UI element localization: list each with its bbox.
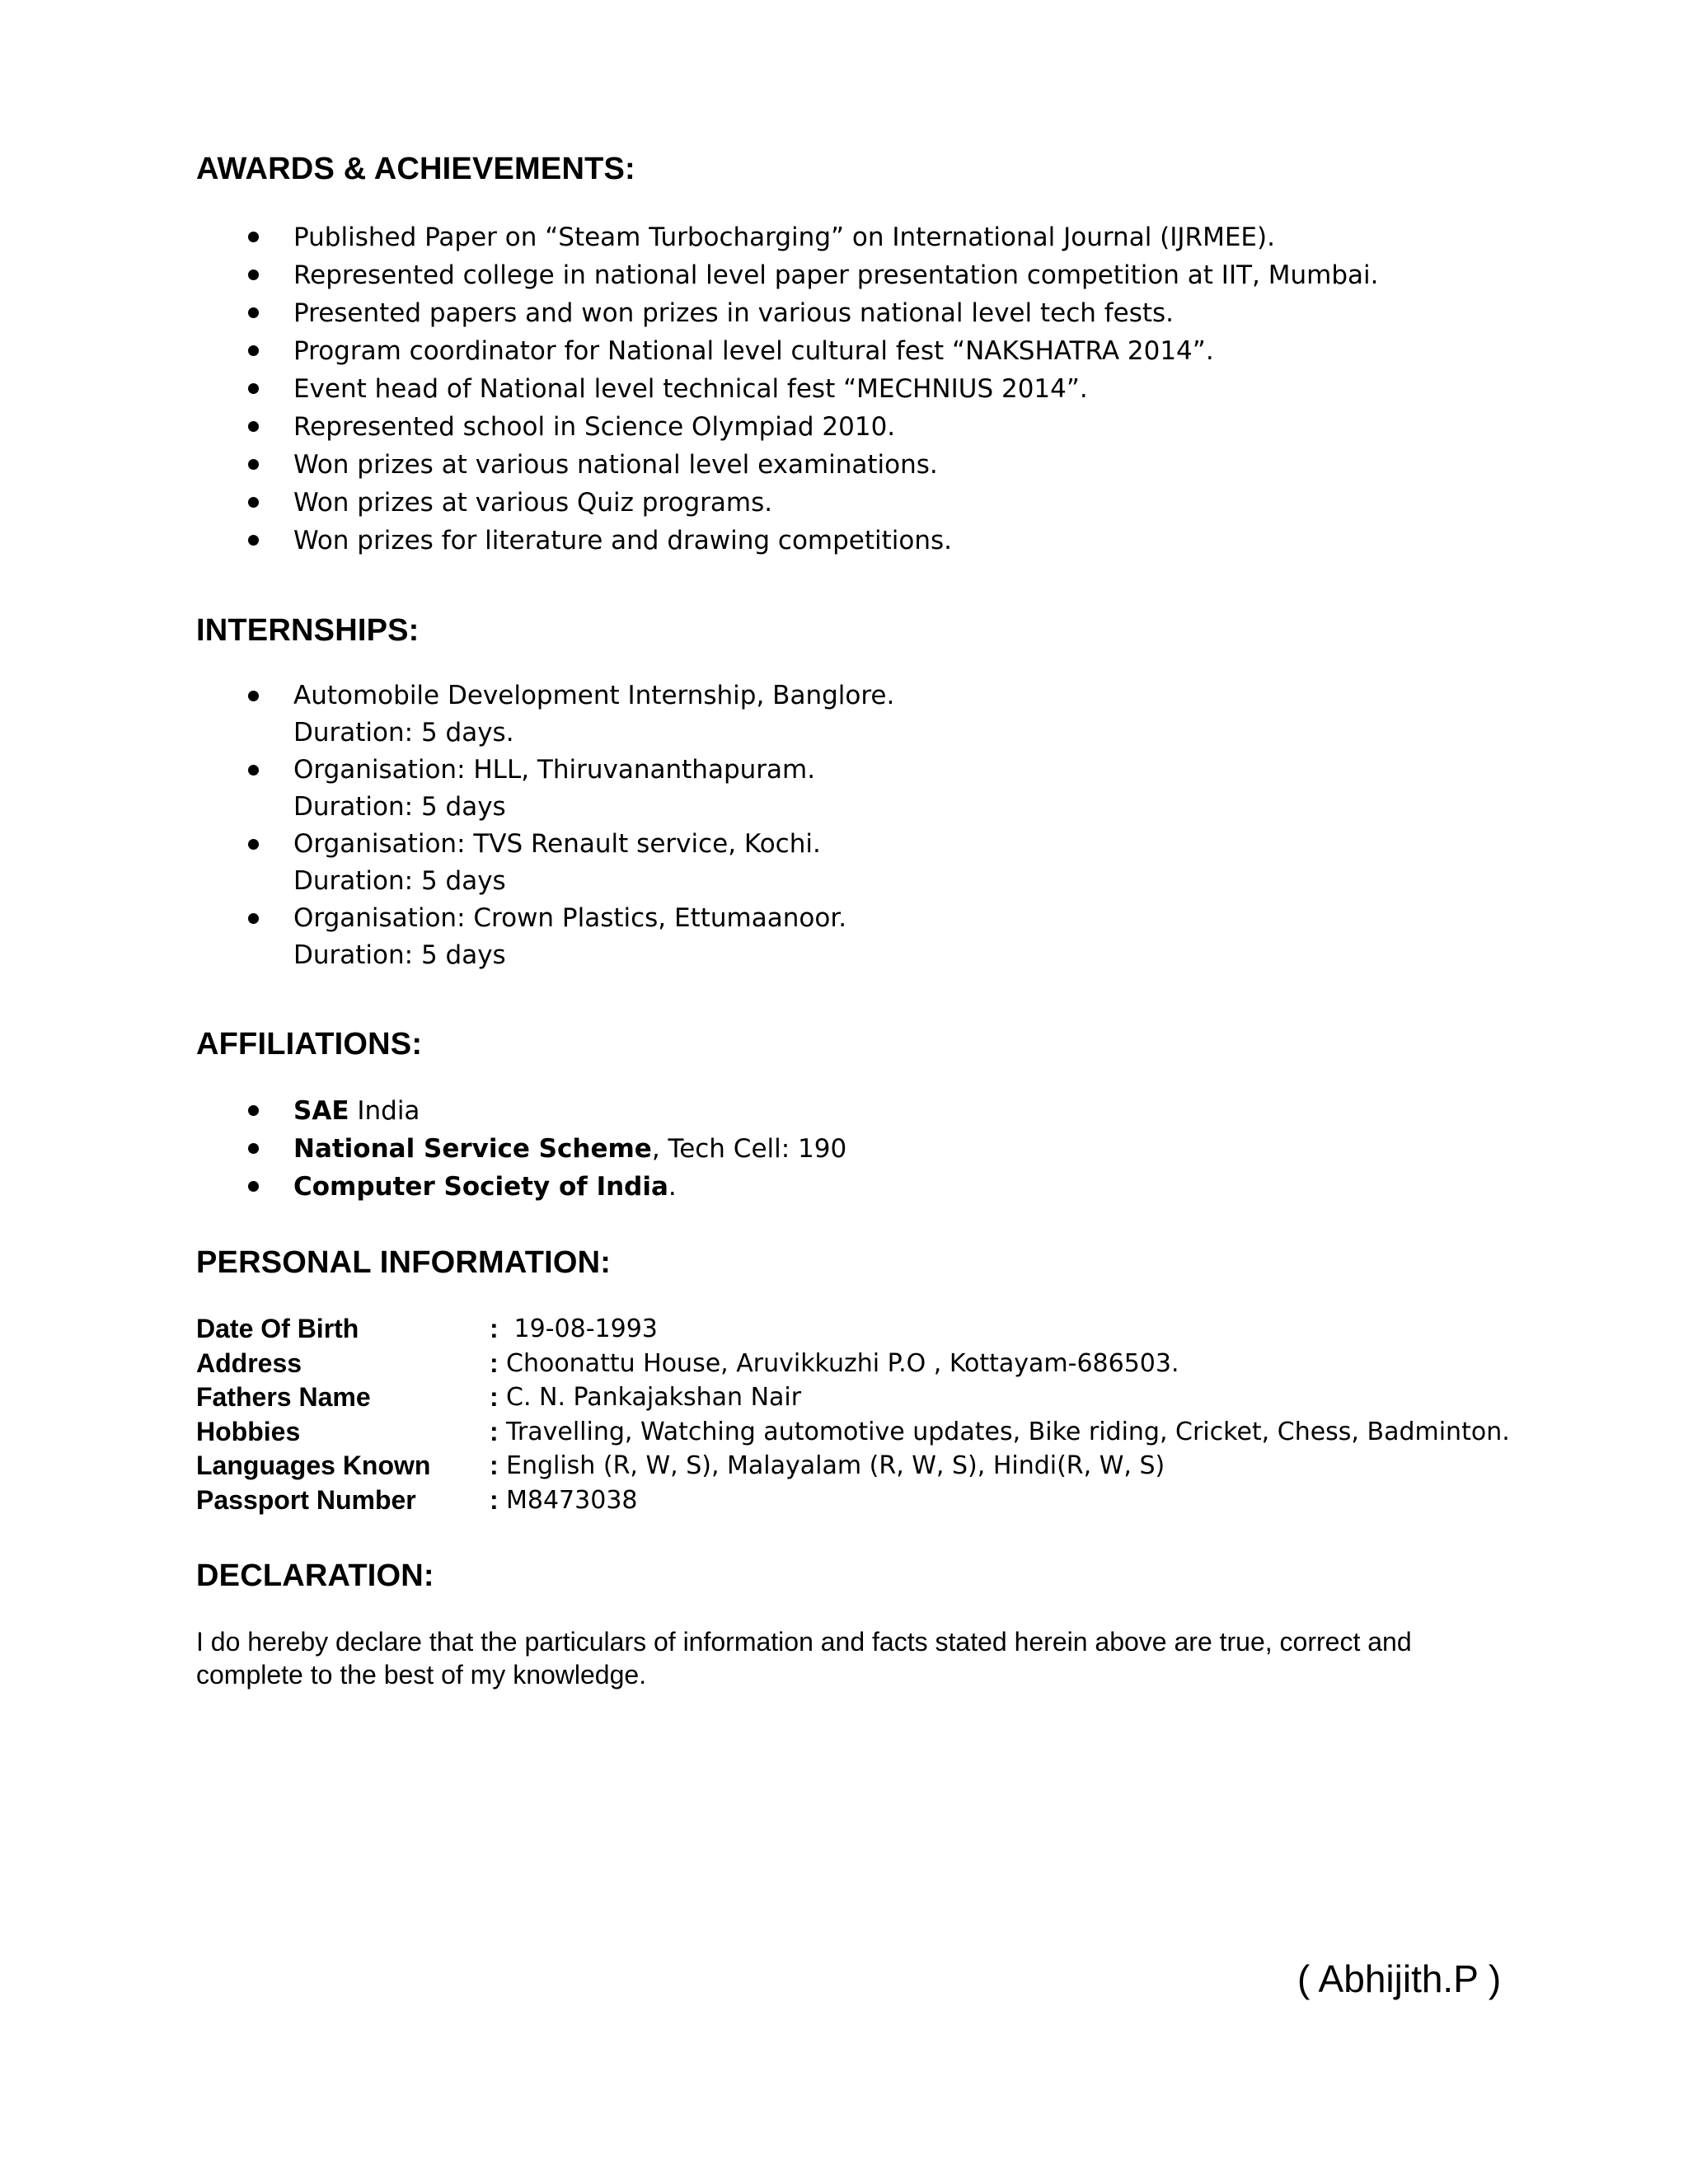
info-label: Languages Known: [196, 1451, 431, 1480]
list-item: Represented college in national level paper presentation competition at IIT, Mumbai.: [196, 256, 1378, 294]
list-item: [196, 1130, 846, 1168]
affiliation-detail: , Tech Cell: 190: [651, 1134, 847, 1164]
personal-info-table: [196, 1312, 1510, 1517]
affiliation-name: National Service Scheme: [293, 1134, 652, 1164]
info-label: Hobbies: [196, 1416, 301, 1446]
internship-name: Organisation: Crown Plastics, Ettumaanoor.: [293, 903, 847, 933]
list-item: [196, 826, 894, 900]
info-value: C. N. Pankajakshan Nair: [506, 1383, 802, 1412]
info-colon: :: [490, 1314, 499, 1343]
info-row-father: [196, 1380, 1510, 1415]
affiliations-heading: AFFILIATIONS:: [196, 1027, 423, 1062]
info-row-passport: [196, 1483, 1510, 1518]
list-item: Won prizes at various national level examinations.: [196, 446, 1378, 484]
list-item: Presented papers and won prizes in various national level tech fests.: [196, 294, 1378, 332]
info-value: Travelling, Watching automotive updates, Bike riding, Cricket, Chess, Badminton.: [506, 1417, 1510, 1446]
info-value: Choonattu House, Aruvikkuzhi P.O , Kottayam-686503.: [506, 1348, 1179, 1378]
list-item: Represented school in Science Olympiad 2010.: [196, 408, 1378, 446]
internship-name: Automobile Development Internship, Banglore.: [293, 681, 895, 710]
info-row-languages: [196, 1449, 1510, 1483]
signature-name: ( Abhijith.P ): [1297, 1957, 1502, 2000]
list-item: Program coordinator for National level cultural fest “NAKSHATRA 2014”.: [196, 332, 1378, 370]
list-item: [196, 752, 894, 826]
info-colon: :: [490, 1416, 499, 1446]
list-item: Won prizes at various Quiz programs.: [196, 484, 1378, 522]
internship-duration: Duration: 5 days: [293, 866, 506, 896]
internships-heading: INTERNSHIPS:: [196, 613, 420, 648]
info-colon: :: [490, 1451, 499, 1480]
affiliation-detail: .: [668, 1172, 677, 1202]
internship-duration: Duration: 5 days: [293, 792, 506, 822]
affiliations-list: [196, 1092, 846, 1206]
internship-name: Organisation: HLL, Thiruvananthapuram.: [293, 755, 816, 785]
list-item: [196, 1168, 846, 1206]
list-item: [196, 677, 894, 752]
info-colon: :: [490, 1347, 499, 1378]
info-row-dob: [196, 1312, 1510, 1347]
internship-duration: Duration: 5 days.: [293, 718, 514, 748]
affiliation-name: SAE: [293, 1096, 349, 1126]
info-label: Fathers Name: [196, 1382, 371, 1412]
awards-list: [196, 218, 1378, 560]
affiliation-name: Computer Society of India: [293, 1172, 668, 1202]
info-label: Date Of Birth: [196, 1314, 359, 1343]
awards-heading: AWARDS & ACHIEVEMENTS:: [196, 152, 635, 186]
list-item: Event head of National level technical fest “MECHNIUS 2014”.: [196, 370, 1378, 408]
internships-list: [196, 677, 894, 974]
info-label: Address: [196, 1347, 302, 1378]
info-value: 19-08-1993: [506, 1315, 658, 1343]
info-colon: :: [490, 1382, 499, 1412]
list-item: [196, 900, 894, 974]
affiliation-detail: India: [349, 1096, 420, 1126]
internship-duration: Duration: 5 days: [293, 940, 506, 970]
list-item: Won prizes for literature and drawing competitions.: [196, 522, 1378, 560]
internship-name: Organisation: TVS Renault service, Kochi.: [293, 829, 821, 859]
info-row-hobbies: [196, 1415, 1510, 1450]
personal-info-heading: PERSONAL INFORMATION:: [196, 1245, 612, 1280]
declaration-heading: DECLARATION:: [196, 1558, 434, 1593]
info-label: Passport Number: [196, 1484, 416, 1515]
info-colon: :: [490, 1484, 499, 1515]
list-item: [196, 1092, 846, 1130]
info-value: English (R, W, S), Malayalam (R, W, S), Hindi(R, W, S): [506, 1451, 1165, 1480]
info-row-address: [196, 1347, 1510, 1381]
declaration-text: I do hereby declare that the particulars of information and facts stated herein above are true, correct and complete to the best of my knowledge.: [196, 1627, 1412, 1690]
list-item: Published Paper on “Steam Turbocharging” on International Journal (IJRMEE).: [196, 218, 1378, 256]
info-value: M8473038: [506, 1485, 638, 1515]
